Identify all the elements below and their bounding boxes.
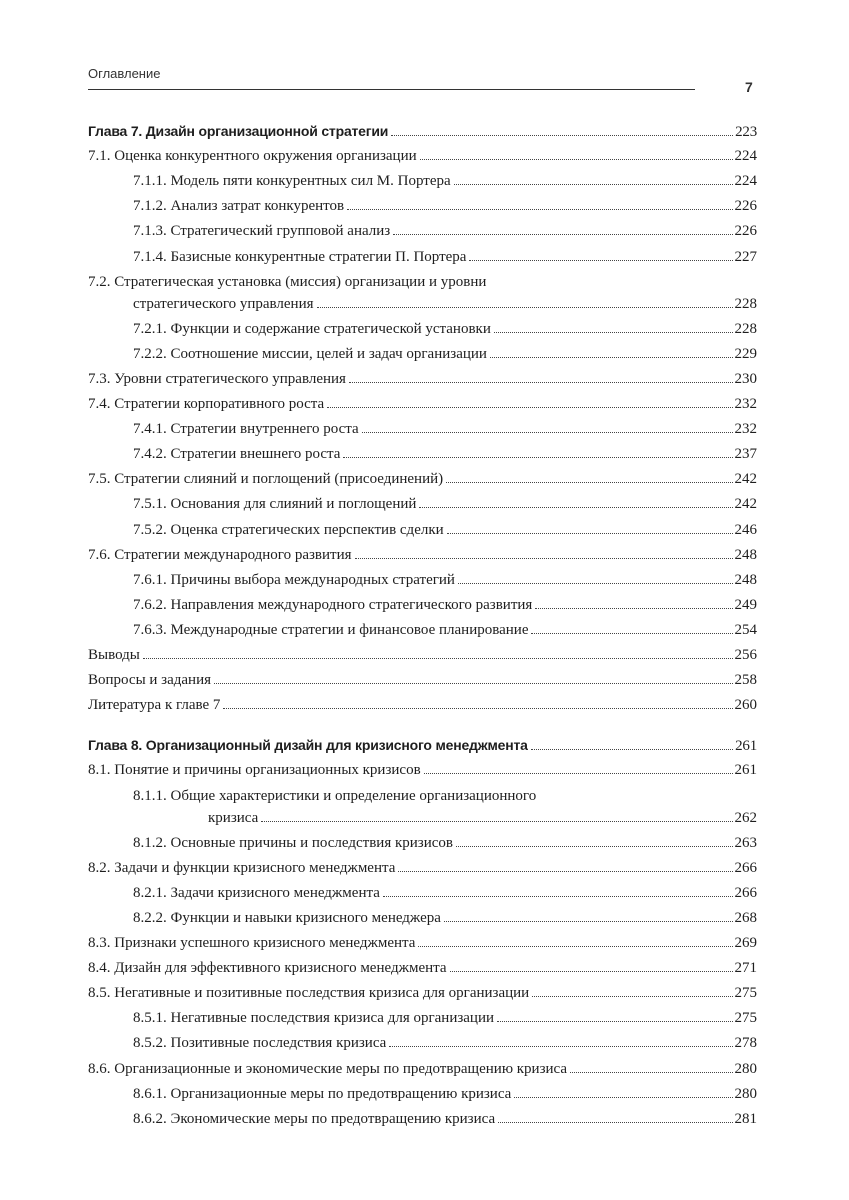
dot-leader	[532, 996, 732, 997]
dot-leader	[223, 708, 732, 709]
toc-page-number: 266	[734, 859, 757, 876]
dot-leader	[497, 1021, 732, 1022]
toc-entry-title: кризиса	[208, 809, 259, 826]
toc-page-number: 226	[734, 223, 757, 240]
dot-leader	[494, 332, 733, 333]
dot-leader	[424, 773, 733, 774]
toc-entry[interactable]	[88, 958, 757, 978]
toc-entry[interactable]	[133, 520, 757, 540]
toc-entry-title: 7.3. Уровни стратегического управления	[88, 370, 346, 387]
toc-entry[interactable]	[133, 419, 757, 439]
dot-leader	[362, 432, 733, 433]
toc-entry[interactable]	[133, 883, 757, 903]
toc-page-number: 262	[734, 809, 757, 826]
dot-leader	[454, 184, 733, 185]
toc-page-number: 258	[734, 672, 757, 689]
toc-page-number: 228	[734, 320, 757, 337]
dot-leader	[458, 583, 733, 584]
toc-entry[interactable]	[133, 908, 757, 928]
toc-entry-title: Глава 7. Дизайн организационной стратегии	[88, 123, 389, 139]
toc-entry[interactable]	[133, 595, 757, 615]
toc-page-number: 224	[734, 148, 757, 165]
dot-leader	[355, 558, 733, 559]
toc-page-number: 271	[734, 960, 757, 977]
toc-entry[interactable]	[133, 247, 757, 267]
dot-leader	[343, 457, 732, 458]
toc-entry-title: стратегического управления	[133, 295, 314, 312]
toc-page-number: 256	[734, 647, 757, 663]
toc-page-number: 232	[734, 421, 757, 438]
toc-entry-title: 7.1. Оценка конкурентного окружения организации	[88, 148, 417, 165]
toc-entry-title: Литература к главе 7	[88, 697, 221, 714]
toc-entry-title: 7.4.2. Стратегии внешнего роста	[133, 446, 341, 463]
toc-entry-title: 7.5.1. Основания для слияний и поглощений	[133, 496, 417, 513]
toc-entry[interactable]	[133, 196, 757, 216]
toc-entry[interactable]	[133, 319, 757, 339]
toc-entry[interactable]	[88, 933, 757, 953]
toc-entry-title: 7.2.2. Соотношение миссии, целей и задач организации	[133, 345, 487, 362]
toc-entry-title: 7.5. Стратегии слияний и поглощений (присоединений)	[88, 471, 444, 488]
toc-entry[interactable]	[88, 369, 757, 389]
toc-entry[interactable]	[88, 983, 757, 1003]
toc-page-number: 263	[734, 834, 757, 851]
toc-entry-title: 8.5.1. Негативные последствия кризиса для организации	[133, 1010, 495, 1027]
dot-leader	[347, 209, 732, 210]
toc-page-number: 242	[734, 496, 757, 513]
dot-leader	[419, 507, 732, 508]
toc-entry[interactable]	[133, 171, 757, 191]
toc-entry-title: 8.5. Негативные и позитивные последствия кризиса для организации	[88, 985, 530, 1002]
toc-entry-title: 7.6. Стратегии международного развития	[88, 546, 352, 563]
toc-page-number: 223	[735, 124, 757, 140]
toc-entry-title: 7.1.4. Базисные конкурентные стратегии П. Портера	[133, 248, 467, 265]
toc-entry-title: 8.2.1. Задачи кризисного менеджмента	[133, 884, 380, 901]
dot-leader	[389, 1046, 732, 1047]
toc-entry-title: 7.4. Стратегии корпоративного роста	[88, 396, 325, 412]
dot-leader	[570, 1072, 732, 1073]
toc-entry[interactable]	[88, 394, 757, 414]
toc-entry-title: 8.1.2. Основные причины и последствия кризисов	[133, 834, 453, 851]
toc-entry-title: 7.5.2. Оценка стратегических перспектив сделки	[133, 521, 444, 538]
dot-leader	[393, 234, 732, 235]
toc-entry[interactable]	[88, 695, 757, 715]
toc-page-number: 230	[734, 370, 757, 387]
dot-leader	[531, 749, 733, 750]
toc-page-number: 248	[734, 546, 757, 563]
toc-page-number: 261	[735, 738, 757, 755]
toc-page-number: 261	[734, 762, 757, 779]
toc-page-number: 266	[734, 884, 757, 901]
toc-entry-title: 7.1.1. Модель пяти конкурентных сил М. Портера	[133, 173, 451, 190]
toc-entry-title: Глава 8. Организационный дизайн для кризисного менеджмента	[88, 737, 528, 754]
toc-page-number: 278	[734, 1035, 757, 1052]
toc-page-number: 254	[734, 621, 757, 638]
dot-leader	[143, 658, 733, 659]
dot-leader	[214, 683, 733, 684]
toc-page-number: 228	[734, 295, 757, 312]
dot-leader	[383, 896, 733, 897]
toc-page-number: 246	[734, 521, 757, 538]
toc-entry[interactable]	[88, 545, 757, 565]
toc-entry[interactable]	[88, 858, 757, 878]
toc-entry-title: 7.1.2. Анализ затрат конкурентов	[133, 198, 345, 215]
toc-entry[interactable]	[133, 221, 757, 241]
toc-entry-title: Выводы	[88, 647, 140, 663]
toc-entry-title: 8.2.2. Функции и навыки кризисного менеджера	[133, 909, 441, 926]
toc-entry[interactable]	[133, 294, 757, 314]
toc-entry[interactable]	[133, 494, 757, 514]
dot-leader	[535, 608, 732, 609]
toc-page-number: 281	[734, 1110, 757, 1127]
toc-entry[interactable]	[133, 620, 757, 640]
dot-leader	[498, 1122, 732, 1123]
toc-entry[interactable]	[133, 1109, 757, 1129]
toc-entry-title: 8.5.2. Позитивные последствия кризиса	[133, 1035, 387, 1052]
toc-page-number: 275	[734, 985, 757, 1002]
toc-entry[interactable]	[88, 645, 757, 665]
toc-chapter[interactable]	[88, 735, 757, 756]
toc-entry-title: 7.2.1. Функции и содержание стратегической установки	[133, 320, 491, 337]
toc-entry-title: 8.6. Организационные и экономические меры по предотвращению кризиса	[88, 1060, 568, 1077]
toc-entry-title: 8.2. Задачи и функции кризисного менеджмента	[88, 859, 396, 876]
toc-chapter[interactable]	[88, 121, 757, 142]
toc-page-number: 224	[734, 173, 757, 190]
toc-entry-line: 8.1.1. Общие характеристики и определение организационного	[133, 787, 537, 804]
toc-entry[interactable]	[133, 444, 757, 464]
toc-entry[interactable]	[88, 1059, 757, 1079]
toc-page-number: 226	[734, 198, 757, 215]
toc-entry-title: 8.4. Дизайн для эффективного кризисного менеджмента	[88, 960, 447, 977]
toc-entry[interactable]	[133, 344, 757, 364]
toc-page-number: 229	[734, 345, 757, 362]
dot-leader	[456, 846, 733, 847]
dot-leader	[531, 633, 732, 634]
toc-page-number: 237	[734, 446, 757, 463]
toc-entry-title: 8.6.2. Экономические меры по предотвращению кризиса	[133, 1110, 496, 1127]
toc-entry-title: 7.6.1. Причины выбора международных стратегий	[133, 571, 455, 588]
toc-page-number: 269	[734, 935, 757, 951]
dot-leader	[349, 382, 733, 383]
running-header: Оглавление	[88, 66, 161, 81]
toc-page-number: 232	[734, 396, 757, 412]
dot-leader	[447, 533, 733, 534]
toc-entry-title: 8.6.1. Организационные меры по предотвращению кризиса	[133, 1085, 512, 1102]
toc-page-number: 275	[734, 1010, 757, 1027]
dot-leader	[327, 407, 732, 408]
toc-entry[interactable]	[88, 146, 757, 166]
toc-entry[interactable]	[133, 570, 757, 590]
dot-leader	[398, 871, 732, 872]
dot-leader	[261, 821, 732, 822]
toc-entry-title: Вопросы и задания	[88, 672, 211, 689]
dot-leader	[446, 482, 732, 483]
header-rule	[88, 89, 695, 90]
dot-leader	[420, 159, 733, 160]
dot-leader	[317, 307, 733, 308]
toc-entry-title: 8.1. Понятие и причины организационных кризисов	[88, 762, 421, 779]
dot-leader	[490, 357, 733, 358]
toc-entry[interactable]	[133, 1008, 757, 1028]
dot-leader	[514, 1097, 732, 1098]
page-number: 7	[745, 79, 753, 95]
toc-page-number: 268	[734, 909, 757, 926]
toc-entry[interactable]	[88, 670, 757, 690]
dot-leader	[450, 971, 733, 972]
dot-leader	[391, 135, 733, 136]
toc-entry[interactable]	[88, 760, 757, 780]
toc-entry-line: 7.2. Стратегическая установка (миссия) организации и уровни	[88, 273, 487, 290]
dot-leader	[418, 946, 732, 947]
toc-page-number: 260	[734, 697, 757, 714]
toc-entry-title: 7.6.2. Направления международного стратегического развития	[133, 596, 533, 613]
toc-entry-title: 8.3. Признаки успешного кризисного менеджмента	[88, 935, 416, 951]
toc-entry-title: 7.4.1. Стратегии внутреннего роста	[133, 421, 359, 438]
toc-entry[interactable]	[133, 1033, 757, 1053]
toc-entry[interactable]	[133, 833, 757, 853]
toc-page-number: 249	[734, 596, 757, 613]
toc-page-number: 248	[734, 571, 757, 588]
toc-entry[interactable]	[88, 469, 757, 489]
dot-leader	[444, 921, 733, 922]
dot-leader	[469, 260, 732, 261]
toc-entry[interactable]	[208, 808, 757, 828]
toc-entry-title: 7.6.3. Международные стратегии и финансовое планирование	[133, 621, 529, 638]
toc-page-number: 242	[734, 471, 757, 488]
toc-page-number: 227	[734, 248, 757, 265]
toc-page-number: 280	[734, 1060, 757, 1077]
toc-entry-title: 7.1.3. Стратегический групповой анализ	[133, 223, 391, 240]
toc-entry[interactable]	[133, 1084, 757, 1104]
toc-page-number: 280	[734, 1085, 757, 1102]
